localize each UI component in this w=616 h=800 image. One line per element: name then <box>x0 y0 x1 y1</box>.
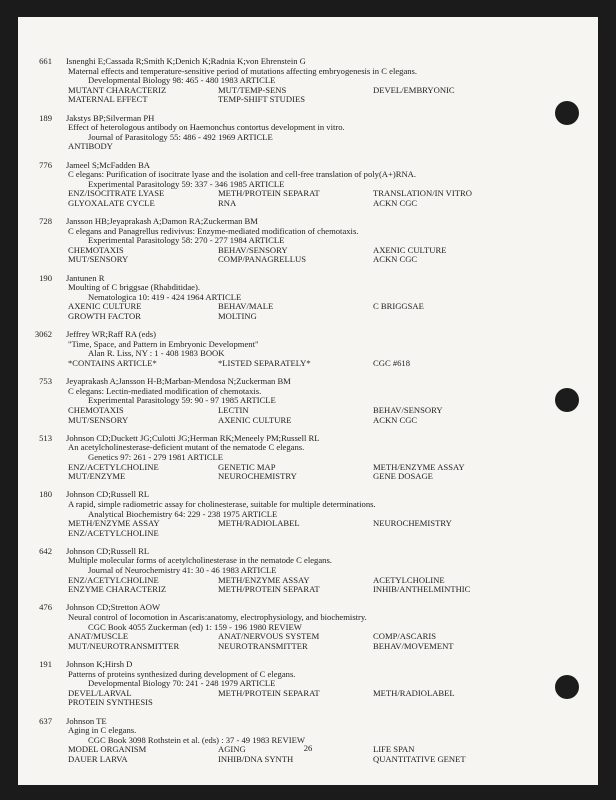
keyword-row <box>68 472 598 482</box>
keyword-row <box>68 246 598 256</box>
entry-authors: Isnenghi E;Cassada R;Smith K;Denich K;Radnia K;von Ehrenstein G <box>66 56 306 66</box>
keyword: DEVEL/EMBRYONIC <box>373 84 455 95</box>
keyword-row <box>68 698 598 708</box>
entry-title: C elegans: Purification of isocitrate lyase and the isolation and cell-free translation of poly(A+)RNA. <box>68 169 417 180</box>
entry-source: Nematologica 10: 419 - 424 1964 ARTICLE <box>88 291 242 302</box>
keyword: METH/ENZYME ASSAY <box>373 461 465 472</box>
entry-title: Maternal effects and temperature-sensitive period of mutations affecting embryogenesis in C elegans. <box>68 65 418 76</box>
keyword-row <box>68 463 598 473</box>
keyword: ANAT/NERVOUS SYSTEM <box>218 631 320 642</box>
keyword: ANTIBODY <box>68 141 113 152</box>
keyword: MUT/SENSORY <box>68 414 129 425</box>
entry-authors: Johnson CD;Russell RL <box>66 545 150 556</box>
keyword: MUT/TEMP-SENS <box>218 84 287 95</box>
keyword: MUT/NEUROTRANSMITTER <box>68 640 180 651</box>
keyword: NEUROCHEMISTRY <box>218 471 297 482</box>
keyword: MOLTING <box>218 311 257 322</box>
keyword-row <box>68 312 598 322</box>
keyword: AXENIC CULTURE <box>68 301 142 312</box>
entry-title: Effect of heterologous antibody on Haemonchus contortus development in vitro. <box>68 122 345 133</box>
keyword: GENETIC MAP <box>218 461 276 472</box>
entry-source: CGC Book 3098 Rothstein et al. (eds) : 37 - 49 1983 REVIEW <box>88 734 305 745</box>
keyword: PROTEIN SYNTHESIS <box>68 697 153 708</box>
keyword: METH/ENZYME ASSAY <box>218 574 310 585</box>
entry-number: 190 <box>39 272 52 283</box>
keyword: COMP/PANAGRELLUS <box>218 254 307 265</box>
keyword: MUT/ENZYME <box>68 471 126 482</box>
keyword: GENE DOSAGE <box>373 471 433 482</box>
keyword: MUT/SENSORY <box>68 254 129 265</box>
keyword: COMP/ASCARIS <box>373 631 437 642</box>
keyword-row <box>68 95 598 105</box>
keyword-row <box>68 416 598 426</box>
entry-number: 3062 <box>34 329 52 340</box>
keyword: GROWTH FACTOR <box>68 311 141 322</box>
keyword: ACKN CGC <box>373 414 418 425</box>
entry-title: Aging in C elegans. <box>68 725 137 736</box>
keyword: ACKN CGC <box>373 254 418 265</box>
bibliography-entry <box>18 377 598 425</box>
keyword: MUTANT CHARACTERIZ <box>68 84 167 95</box>
keyword: METH/PROTEIN SEPARAT <box>218 188 320 199</box>
bibliography-entry <box>18 547 598 595</box>
keyword: LECTIN <box>218 404 249 415</box>
keyword: METH/PROTEIN SEPARAT <box>218 687 320 698</box>
keyword: TRANSLATION/IN VITRO <box>373 188 472 199</box>
entry-authors: Jeyaprakash A;Jansson H-B;Marban-Mendosa N;Zuckerman BM <box>66 376 291 387</box>
keyword-row <box>68 406 598 416</box>
bibliography-entry <box>18 490 598 538</box>
entry-number: 513 <box>39 432 52 443</box>
entry-source: Experimental Parasitology 59: 337 - 346 1985 ARTICLE <box>88 178 285 189</box>
entry-number: 180 <box>39 489 52 500</box>
keyword: TEMP-SHIFT STUDIES <box>218 94 305 105</box>
entry-source: Genetics 97: 261 - 279 1981 ARTICLE <box>88 451 224 462</box>
keyword: CHEMOTAXIS <box>68 404 124 415</box>
keyword: *LISTED SEPARATELY* <box>218 358 311 368</box>
entry-source: CGC Book 4055 Zuckerman (ed) 1: 159 - 196 1980 REVIEW <box>88 621 302 632</box>
entry-title: "Time, Space, and Pattern in Embryonic Development" <box>68 338 259 349</box>
entry-source: Journal of Parasitology 55: 486 - 492 1969 ARTICLE <box>88 131 273 142</box>
keyword-row <box>68 359 598 369</box>
keyword: METH/RADIOLABEL <box>373 687 455 698</box>
entry-source: Experimental Parasitology 59: 90 - 97 1985 ARTICLE <box>88 395 276 406</box>
entry-title: An acetylcholinesterase-deficient mutant of the nematode C elegans. <box>68 442 305 453</box>
keyword: MATERNAL EFFECT <box>68 94 148 105</box>
bibliography-list <box>18 57 598 773</box>
entry-source: Analytical Biochemistry 64: 229 - 238 1975 ARTICLE <box>88 508 278 519</box>
keyword-row <box>68 255 598 265</box>
entry-source: Developmental Biology 98: 465 - 480 1983 ARTICLE <box>88 75 276 86</box>
keyword-row <box>68 529 598 539</box>
entry-authors: Jantunen R <box>66 272 105 283</box>
entry-authors: Jeffrey WR;Raff RA (eds) <box>66 329 156 340</box>
keyword: RNA <box>218 197 237 208</box>
keyword: METH/PROTEIN SEPARAT <box>218 584 320 595</box>
keyword: BEHAV/SENSORY <box>373 404 443 415</box>
keyword: METH/ENZYME ASSAY <box>68 518 160 529</box>
keyword: NEUROTRANSMITTER <box>218 640 308 651</box>
bibliography-entry <box>18 114 598 152</box>
keyword: INHIB/DNA SYNTH <box>218 753 294 764</box>
entry-source: Alan R. Liss, NY : 1 - 408 1983 BOOK <box>88 348 225 359</box>
entry-number: 642 <box>39 545 52 556</box>
bibliography-entry <box>18 161 598 209</box>
entry-title: Multiple molecular forms of acetylcholinesterase in the nematode C elegans. <box>68 555 332 566</box>
bibliography-entry <box>18 217 598 265</box>
keyword: ACETYLCHOLINE <box>373 574 445 585</box>
keyword-row <box>68 142 598 152</box>
bibliography-entry <box>18 330 598 368</box>
keyword: BEHAV/MALE <box>218 301 274 312</box>
keyword: QUANTITATIVE GENET <box>373 753 466 764</box>
bibliography-entry <box>18 603 598 651</box>
document-page <box>18 17 598 785</box>
keyword-row <box>68 642 598 652</box>
entry-authors: Johnson TE <box>66 715 107 726</box>
keyword: CHEMOTAXIS <box>68 244 124 255</box>
entry-number: 191 <box>39 659 52 669</box>
entry-authors: Johnson CD;Duckett JG;Culotti JG;Herman RK;Meneely PM;Russell RL <box>66 432 320 443</box>
keyword: LIFE SPAN <box>373 744 415 755</box>
entry-number: 753 <box>39 376 52 387</box>
keyword: ACKN CGC <box>373 197 418 208</box>
keyword: *CONTAINS ARTICLE* <box>68 358 157 368</box>
keyword: METH/RADIOLABEL <box>218 518 300 529</box>
keyword: ENZYME CHARACTERIZ <box>68 584 167 595</box>
keyword: ENZ/ACETYLCHOLINE <box>68 527 159 538</box>
keyword-row <box>68 755 598 765</box>
bibliography-entry <box>18 717 598 765</box>
entry-title: A rapid, simple radiometric assay for cholinesterase, suitable for multiple determinations. <box>68 498 376 509</box>
entry-source: Experimental Parasitology 58: 270 - 277 1984 ARTICLE <box>88 235 285 246</box>
entry-title: Moulting of C briggsae (Rhabditidae). <box>68 282 200 293</box>
entry-source: Journal of Neurochemistry 41: 30 - 46 1983 ARTICLE <box>88 565 277 576</box>
bibliography-entry <box>18 57 598 105</box>
keyword: NEUROCHEMISTRY <box>373 518 452 529</box>
entry-title: Patterns of proteins synthesized during development of C elegans. <box>68 668 296 679</box>
entry-authors: Jameel S;McFadden BA <box>66 159 151 170</box>
keyword-row <box>68 199 598 209</box>
keyword: BEHAV/MOVEMENT <box>373 640 454 651</box>
entry-number: 189 <box>39 112 52 123</box>
keyword: C BRIGGSAE <box>373 301 424 312</box>
entry-title: C elegans: Lectin-mediated modification of chemotaxis. <box>68 385 262 396</box>
entry-authors: Jakstys BP;Silverman PH <box>66 112 155 123</box>
keyword: ENZ/ACETYLCHOLINE <box>68 574 159 585</box>
keyword: INHIB/ANTHELMINTHIC <box>373 584 471 595</box>
keyword: AGING <box>218 744 246 755</box>
entry-number: 637 <box>39 715 52 726</box>
keyword: AXENIC CULTURE <box>373 244 447 255</box>
page-number: 26 <box>303 743 313 753</box>
entry-title: Neural control of locomotion in Ascaris:anatomy, electrophysiology, and biochemistry. <box>68 612 367 623</box>
keyword: AXENIC CULTURE <box>218 414 292 425</box>
keyword-row <box>68 302 598 312</box>
entry-number: 661 <box>39 56 52 66</box>
keyword: CGC #618 <box>373 358 411 368</box>
entry-authors: Johnson CD;Russell RL <box>66 489 150 500</box>
entry-source: Developmental Biology 70: 241 - 248 1979 ARTICLE <box>88 678 276 689</box>
keyword: MODEL ORGANISM <box>68 744 147 755</box>
bibliography-entry <box>18 434 598 482</box>
entry-number: 728 <box>39 216 52 227</box>
bibliography-entry <box>18 660 598 708</box>
keyword: GLYOXALATE CYCLE <box>68 197 155 208</box>
keyword: ENZ/ACETYLCHOLINE <box>68 461 159 472</box>
keyword: BEHAV/SENSORY <box>218 244 288 255</box>
keyword: DAUER LARVA <box>68 753 128 764</box>
bibliography-entry <box>18 274 598 322</box>
entry-number: 476 <box>39 602 52 613</box>
entry-number: 776 <box>39 159 52 170</box>
entry-title: C elegans and Panagrellus redivivus: Enzyme-mediated modification of chemotaxis. <box>68 225 359 236</box>
keyword-row <box>68 585 598 595</box>
keyword: ENZ/ISOCITRATE LYASE <box>68 188 165 199</box>
entry-authors: Johnson CD;Stretton AOW <box>66 602 161 613</box>
keyword: ANAT/MUSCLE <box>68 631 129 642</box>
entry-authors: Jansson HB;Jeyaprakash A;Damon RA;Zuckerman BM <box>66 216 258 227</box>
entry-authors: Johnson K;Hirsh D <box>66 659 133 669</box>
keyword: DEVEL/LARVAL <box>68 687 132 698</box>
